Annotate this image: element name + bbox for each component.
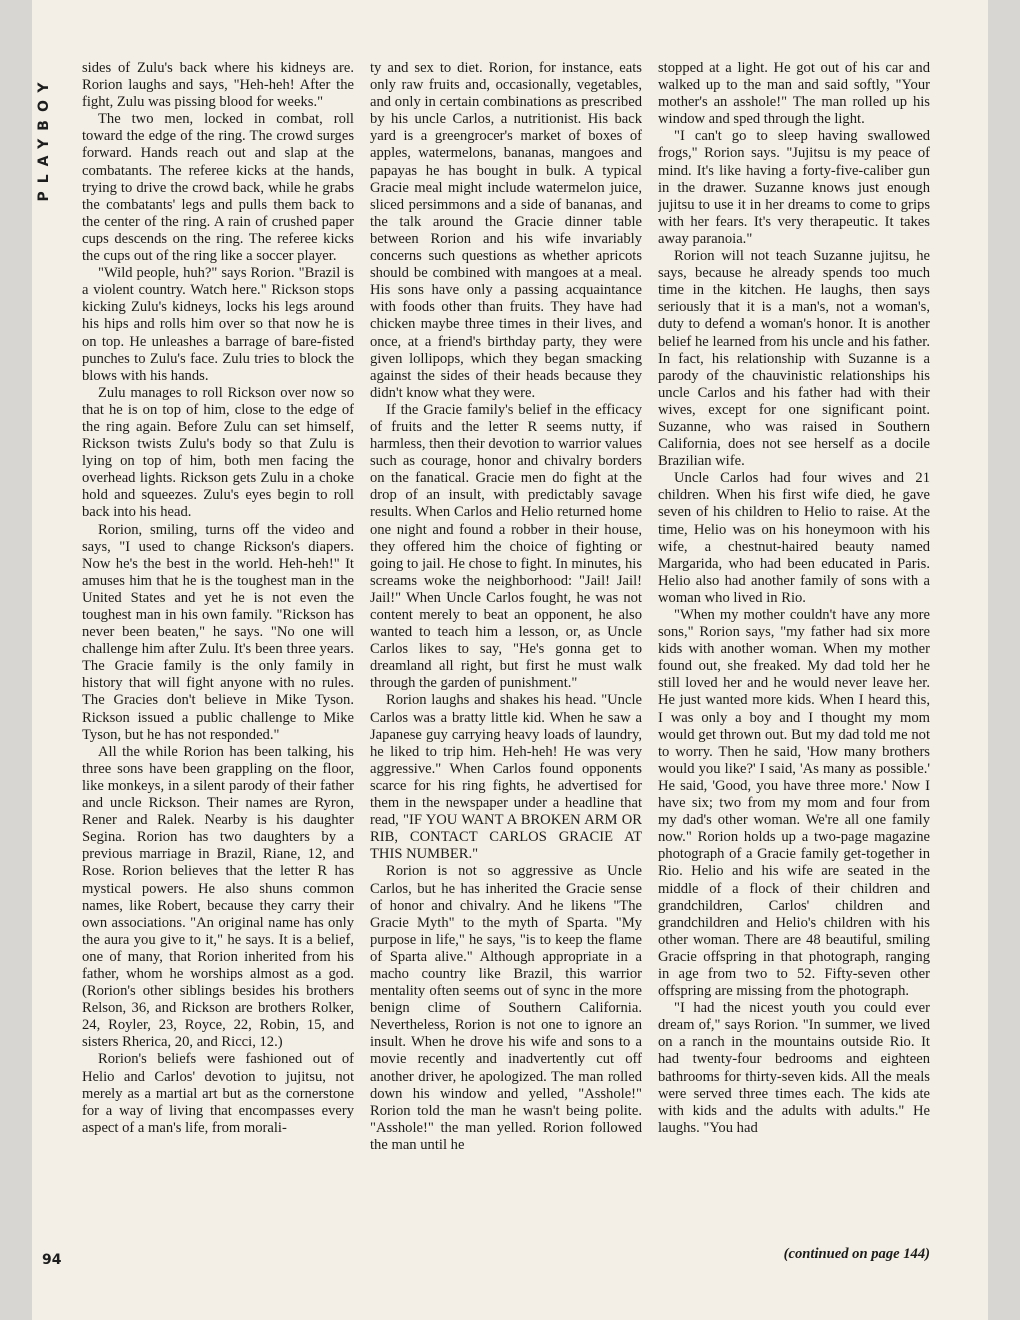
paragraph: "I had the nicest youth you could ever dream of," says Rorion. "In summer, we lived on a ranch in the mountains outside Rio. It had twenty-four bedrooms and eighteen bathrooms for thirty-seven kids. All the meals were served three times each. The kids ate with kids and the adults with adults." He laughs. "You had [658, 1000, 930, 1136]
paragraph: "Wild people, huh?" says Rorion. "Brazil is a violent country. Watch here." Rickson stops kicking Zulu's kidneys, locks his legs around his hips and rolls him over so that now he is on top. He unleashes a barrage of bare-fisted punches to Zulu's face. Zulu tries to block the blows with his hands. [82, 265, 354, 384]
text-column-3 [658, 60, 930, 1278]
text-column-2 [370, 60, 642, 1278]
paragraph: stopped at a light. He got out of his car and walked up to the man and said softly, "Your mother's an asshole!" The man rolled up his window and sped through the light. [658, 60, 930, 128]
paragraph: "I can't go to sleep having swallowed frogs," Rorion says. "Jujitsu is my peace of mind. It's like having a forty-five-caliber gun in the drawer. Suzanne knows just enough jujitsu to use it in her dreams to come to grips with her fears. It's very therapeutic. It takes away paranoia." [658, 128, 930, 247]
paragraph: Zulu manages to roll Rickson over now so that he is on top of him, close to the edge of the ring again. Before Zulu can set himself, Rickson twists Zulu's body so that Zulu is lying on top of him, both men facing the overhead lights. Rickson gets Zulu in a choke hold and squeezes. Zulu's eyes begin to roll back into his head. [82, 384, 354, 521]
page-number: 94 [42, 1252, 62, 1268]
running-head [32, 58, 56, 218]
paragraph: Rorion will not teach Suzanne jujitsu, he says, because he already spends too much time in the kitchen. He laughs, then says seriously that it is a man's, not a woman's, duty to defend a woman's honor. It is another belief he learned from his uncle and his father. In fact, his relationship with Suzanne is a parody of the chauvinistic relationships his uncle Carlos and his father had with their wives, except for one significant point. Suzanne, who was raised in Southern California, does not see herself as a docile Brazilian wife. [658, 248, 930, 470]
paragraph: Rorion is not so aggressive as Uncle Carlos, but he has inherited the Gracie sense of honor and chivalry. And he likens "The Gracie Myth" to the myth of Sparta. "My purpose in life," he says, "is to keep the flame of Sparta alive." Although appropriate in a macho country like Brazil, this warrior mentality often seems out of sync in the more benign clime of Southern California. Nevertheless, Rorion is not one to ignore an insult. When he drove his wife and sons to a movie recently and inadvertently cut off another driver, he apologized. The man rolled down his window and yelled, "Asshole!" Rorion told the man he wasn't being polite. "Asshole!" the man yelled. Rorion followed the man until he [370, 863, 642, 1153]
paragraph: sides of Zulu's back where his kidneys are. Rorion laughs and says, "Heh-heh! After the fight, Zulu was pissing blood for weeks." [82, 60, 354, 111]
paragraph: All the while Rorion has been talking, his three sons have been grappling on the floor, like monkeys, in a silent parody of their father and uncle Rickson. Their names are Ryron, Rener and Ralek. Nearby is his daughter Segina. Rorion has two daughters by a previous marriage in Brazil, Riane, 12, and Rose. Rorion believes that the letter R has mystical powers. He also shuns common names, like Robert, because they carry their own associations. "An original name has only the aura you give to it," he says. It is a belief, one of many, that Rorion inherited from his father, whom he worships almost as a god. (Rorion's other siblings besides his brothers Relson, 36, and Rickson are brothers Rolker, 24, Royler, 23, Royce, 22, Robin, 15, and sisters Rherica, 20, and Ricci, 12.) [82, 743, 354, 1051]
paragraph: Rorion laughs and shakes his head. "Uncle Carlos was a bratty little kid. When he saw a Japanese guy carrying heavy loads of laundry, he liked to trip him. Heh-heh! He was very aggressive." When Carlos found opponents scarce for his ring fights, he advertised for them in the newspaper under a headline that read, "IF YOU WANT A BROKEN ARM OR RIB, CONTACT CARLOS GRACIE AT THIS NUMBER." [370, 692, 642, 863]
text-column-1 [82, 60, 354, 1278]
paragraph: ty and sex to diet. Rorion, for instance, eats only raw fruits and, occasionally, vegetables, and only in certain combinations as prescribed by his uncle Carlos, a nutritionist. His back yard is a greengrocer's market of boxes of apples, watermelons, bananas, mangoes and papayas he has bought in bulk. A typical Gracie meal might include watermelon juice, sliced persimmons and a side of bananas, and the talk around the Gracie dinner table between Rorion and his wife invariably concerns such questions as whether apricots should be combined with mangoes at a meal. His sons have only a passing acquaintance with foods other than fruits. They have had chicken maybe three times in their lives, and once, at a friend's birthday party, they were given lollipops, which they began smacking against the sides of their heads because they didn't know what they were. [370, 60, 642, 401]
paragraph: The two men, locked in combat, roll toward the edge of the ring. The crowd surges forward. Hands reach out and slap at the combatants. The referee kicks at the hands, trying to drive the crowd back, while he grabs the combatants' legs and pulls them back to the center of the ring. A rain of crushed paper cups descends on the ring. The referee kicks the cups out of the ring like a soccer player. [82, 111, 354, 265]
running-head-text: PLAYBOY [36, 74, 52, 202]
paragraph: Rorion's beliefs were fashioned out of Helio and Carlos' devotion to jujitsu, not merely as a martial art but as the cornerstone for a way of living that encompasses every aspect of a man's life, from morali- [82, 1051, 354, 1136]
paragraph: "When my mother couldn't have any more sons," Rorion says, "my father had six more kids with another woman. When my mother found out, she freaked. My dad told her he still loved her and he would never leave her. He just wanted more kids. When I heard this, I was only a boy and I thought my mom would get thrown out. But my dad told me not to worry. Then he said, 'How many brothers would you like?' I said, 'As many as possible.' He said, 'Good, you have three more.' Now I have six; two from my mom and four from my dad's other woman. We're all one family now." Rorion holds up a two-page magazine photograph of a Gracie family get-together in Rio. Helio and his wife are seated in the middle of a flock of their children and grandchildren, Carlos' children and grandchildren and Helio's children with his other woman. There are 48 beautiful, smiling Gracie offspring in that photograph, ranging in age from two to 52. Fifty-seven other offspring are missing from the photograph. [658, 607, 930, 1000]
paragraph: Rorion, smiling, turns off the video and says, "I used to change Rickson's diapers. Now he's the best in the world. Heh-heh!" It amuses him that he is the toughest man in the United States and yet he is not even the toughest man in his own family. "Rickson has never been beaten," he says. "No one will challenge him after Zulu. It's been three years. The Gracie family is the only family in history that will fight anyone with no rules. The Gracies don't believe in Mike Tyson. Rickson issued a public challenge to Mike Tyson, but he has not responded." [82, 521, 354, 743]
paragraph: If the Gracie family's belief in the efficacy of fruits and the letter R seems nutty, if harmless, then their devotion to warrior values such as courage, honor and chivalry borders on the fanatical. Gracie men do fight at the drop of an insult, with predictably savage results. When Carlos and Helio returned home one night and found a robber in their house, they offered him the choice of fighting or going to jail. He chose to fight. In minutes, his screams woke the neighborhood: "Jail! Jail! Jail!" When Uncle Carlos fought, he was not content merely to beat an opponent, he also wanted to teach him a lesson, or, as Uncle Carlos likes to say, "He's gonna get to dreamland all right, but first he must walk through the garden of punishment." [370, 401, 642, 692]
continued-note: (continued on page 144) [783, 1246, 930, 1262]
magazine-page [32, 0, 988, 1320]
paragraph: Uncle Carlos had four wives and 21 children. When his first wife died, he gave seven of his children to Helio to raise. At the time, Helio was on his honeymoon with his wife, a chestnut-haired beauty named Margarida, who had been educated in Paris. Helio also had another family of sons with a woman who lived in Rio. [658, 470, 930, 606]
